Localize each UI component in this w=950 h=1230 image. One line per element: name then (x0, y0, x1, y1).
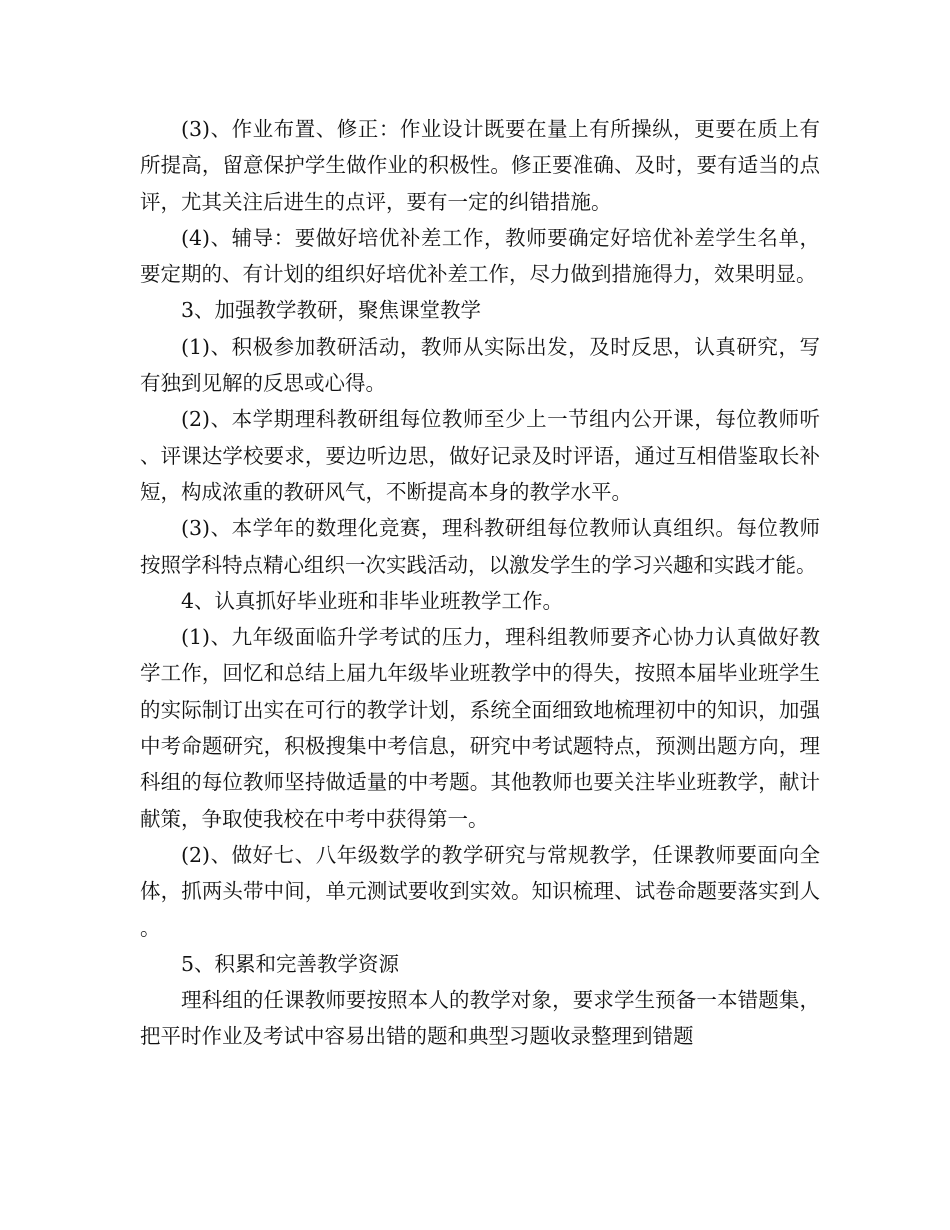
section-heading-teaching-research: 3、加强教学教研，聚焦课堂教学 (181, 298, 482, 323)
section-heading-graduating-classes: 4、认真抓好毕业班和非毕业班教学工作。 (181, 588, 564, 613)
paragraph-open-class: (2)、本学期理科教研组每位教师至少上一节组内公开课，每位教师听、评课达学校要求，要边听边思，做好记录及时评语，通过互相借鉴取长补短，构成浓重的教研风气，不断提高本身的教学水平。 (140, 407, 820, 504)
paragraph-research-activities: (1)、积极参加教研活动，教师从实际出发，及时反思，认真研究，写有独到见解的反思或心得。 (140, 334, 820, 396)
document-body (140, 111, 820, 1055)
section-heading-teaching-resources: 5、积累和完善教学资源 (181, 951, 400, 976)
paragraph-homework: (3)、作业布置、修正：作业设计既要在量上有所操纵，更要在质上有所提高，留意保护学生做作业的积极性。修正要准确、及时，要有适当的点评，尤其关注后进生的点评，要有一定的纠错措施。 (140, 117, 820, 214)
paragraph-error-collection: 理科组的任课教师要按照本人的教学对象，要求学生预备一本错题集，把平时作业及考试中容易出错的题和典型习题收录整理到错题 (140, 988, 820, 1049)
paragraph-grade-nine: (1)、九年级面临升学考试的压力，理科组教师要齐心协力认真做好教学工作，回忆和总结上届九年级毕业班教学中的得失，按照本届毕业班学生的实际制订出实在可行的教学计划，系统全面细致地梳理初中的知识，加强中考命题研究，积极搜集中考信息，研究中考试题特点，预测出题方向，理科组的每位教师坚持做适量的中考题。其他教师也要关注毕业班教学，献计献策，争取使我校在中考中获得第一。 (140, 625, 820, 831)
paragraph-tutoring: (4)、辅导：要做好培优补差工作，教师要确定好培优补差学生名单，要定期的、有计划的组织好培优补差工作，尽力做到措施得力，效果明显。 (140, 225, 820, 287)
paragraph-grade-seven-eight: (2)、做好七、八年级数学的教学研究与常规教学，任课教师要面向全体，抓两头带中间，单元测试要收到实效。知识梳理、试卷命题要落实到人。 (140, 842, 820, 940)
paragraph-competition: (3)、本学年的数理化竞赛，理科教研组每位教师认真组织。每位教师按照学科特点精心组织一次实践活动，以激发学生的学习兴趣和实践才能。 (140, 516, 820, 577)
